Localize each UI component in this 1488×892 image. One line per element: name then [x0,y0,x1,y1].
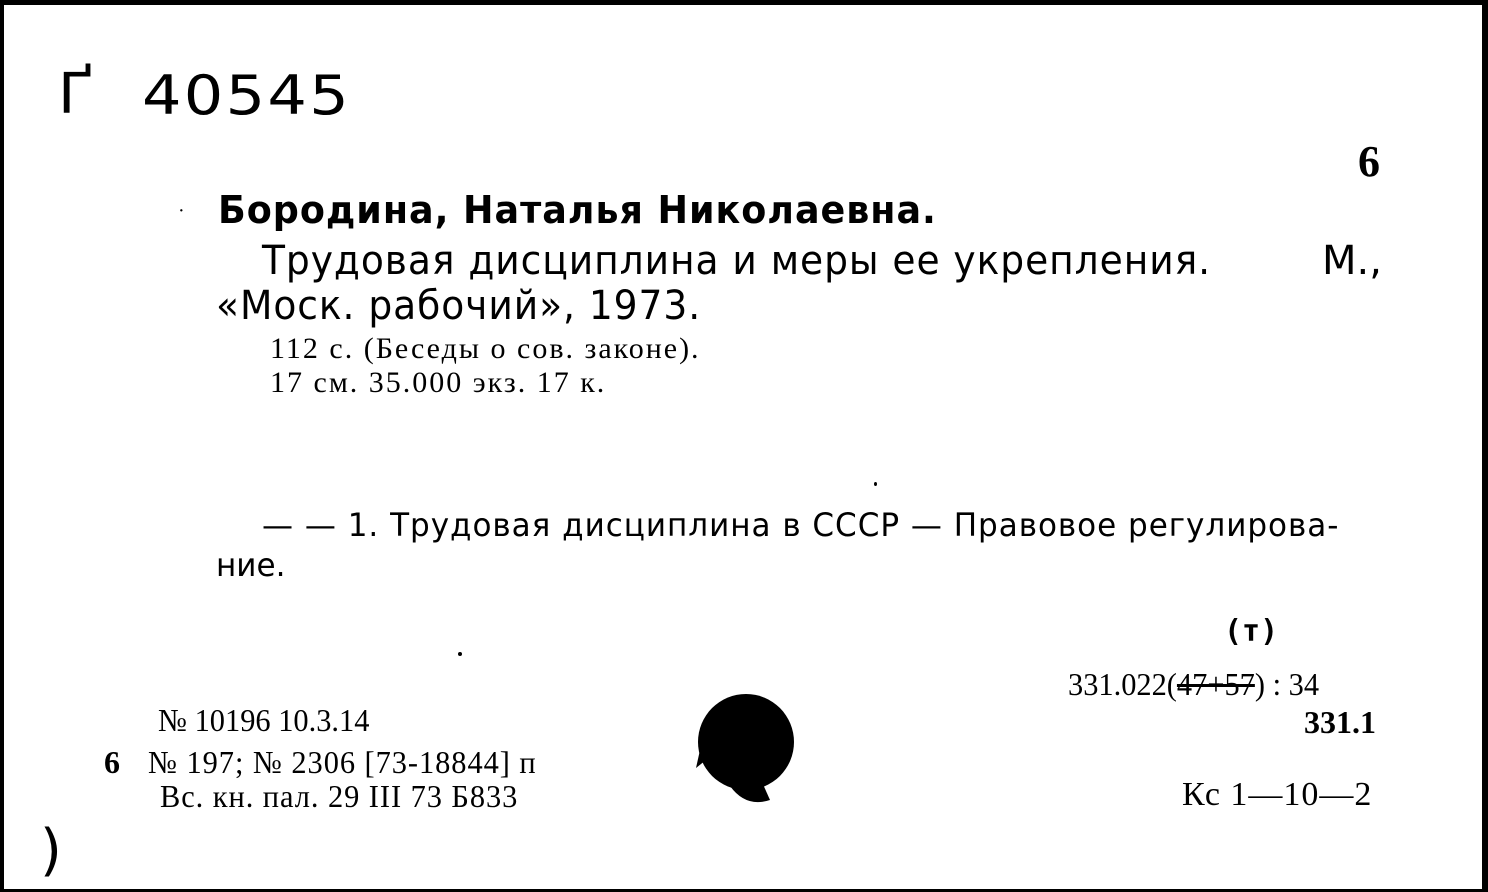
corner-number: 6 [1358,137,1380,186]
pagination-series: 112 с. (Беседы о сов. законе). [270,332,701,365]
bracket-mark: ) [40,818,62,883]
subject-heading-line-1: — — 1. Трудовая дисциплина в СССР — Правовое регулирова- [262,506,1340,544]
author-heading: Бородина, Наталья Николаевна. [218,188,937,232]
imprint-line-1: № 10196 10.3.14 [158,702,370,738]
classification-suffix: ) : 34 [1254,666,1320,702]
imprint-lead-number: 6 [104,744,120,780]
card-edge-left [0,0,4,892]
book-title: Трудовая дисциплина и меры ее укрепления. [262,238,1212,284]
ink-speck [458,652,462,656]
call-mark: Ґ [58,62,94,127]
imprint-line-3: Вс. кн. пал. 29 III 73 Б833 [160,778,519,814]
subject-heading-line-2: ние. [216,546,286,584]
classification-open: ( [1166,666,1177,702]
ink-speck [874,482,877,486]
size-run-price: 17 см. 35.000 экз. 17 к. [270,366,607,399]
classification-prefix: 331.022 [1068,666,1167,702]
classification-code: Кс 1—10—2 [1182,776,1373,813]
call-number: 40545 [142,64,352,127]
publication-place: М., [1322,238,1382,284]
card-edge-top [0,0,1488,5]
handwritten-note: (т) [1224,614,1279,649]
ink-stamp-blot [696,690,796,810]
classification-number [1068,666,1319,703]
classification-struck: 47+57 [1176,666,1255,702]
imprint-line-2: № 197; № 2306 [73-18844] п [148,744,537,780]
classification-secondary: 331.1 [1304,704,1376,740]
bullet-dot: · [178,200,185,222]
publisher-year: «Моск. рабочий», 1973. [216,283,702,329]
card-edge-right [1482,0,1488,892]
